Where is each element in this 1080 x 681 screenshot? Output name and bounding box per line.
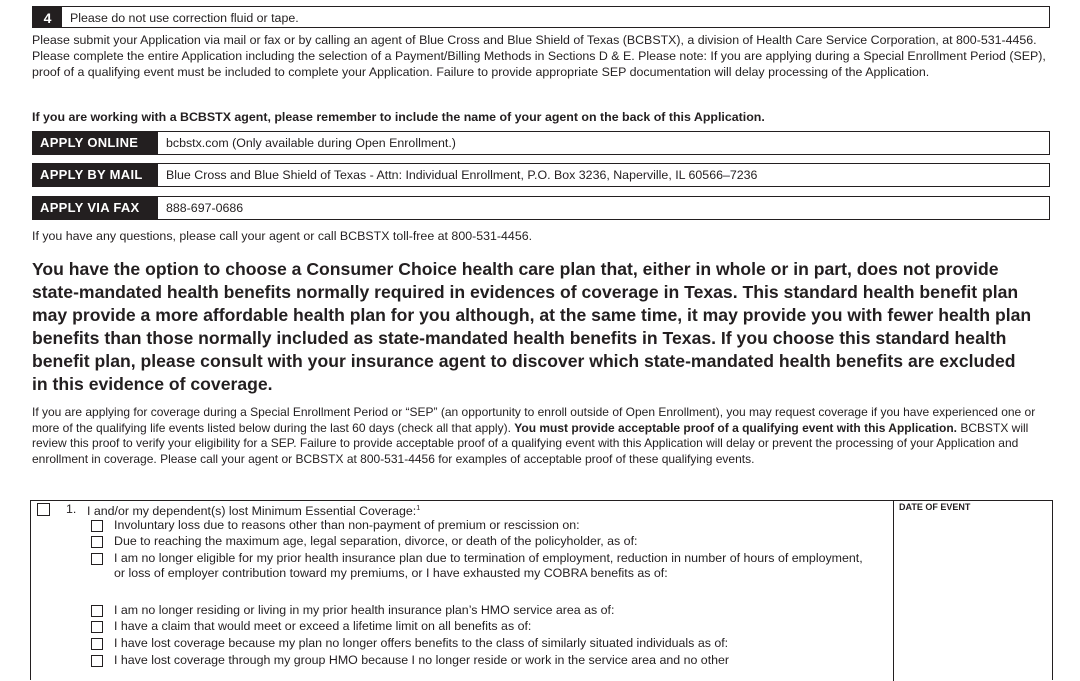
intro-paragraph: Please submit your Application via mail or fax or by calling an agent of Blue Cross and Blue Shield of Texas (BCBSTX), a division of Health Care Service Corporation, at 800-531-4456. Please complete the entire Application including the selection of a Payment/Billing Methods in Sections D & E. Please note: If you are applying during a Special Enrollment Period (SEP), proof of a qualifying event must be included to complete your Application. Failure to provide appropriate SEP documentation will delay processing of the Application. [32, 33, 1046, 79]
apply-online-row [32, 131, 1050, 155]
questions-note: If you have any questions, please call your agent or call BCBSTX toll-free at 800-531-4456. [32, 229, 533, 243]
sep-paragraph [32, 405, 1052, 467]
section-title: Please do not use correction fluid or tape. [70, 11, 299, 25]
table-divider [893, 501, 894, 681]
apply-online-value: bcbstx.com (Only available during Open Enrollment.) [166, 136, 456, 150]
apply-mail-row [32, 163, 1050, 187]
q1-label [87, 501, 420, 519]
event-item-1: Involuntary loss due to reasons other than non-payment of premium or rescission on: [114, 518, 580, 532]
item-checkbox-6[interactable] [91, 638, 103, 650]
date-of-event-header: DATE OF EVENT [899, 502, 971, 512]
item-checkbox-5[interactable] [91, 621, 103, 633]
apply-fax-value: 888-697-0686 [166, 201, 244, 215]
sep-text-bold: You must provide acceptable proof of a qualifying event with this Application. [514, 420, 957, 435]
section-header [32, 6, 1050, 28]
event-item-7: I have lost coverage through my group HMO because I no longer reside or work in the service area and no other [114, 653, 730, 667]
item-checkbox-1[interactable] [91, 520, 103, 532]
item-checkbox-7[interactable] [91, 655, 103, 667]
q1-footnote: 1 [416, 505, 421, 512]
apply-mail-label: APPLY BY MAIL [33, 164, 158, 186]
apply-mail-value: Blue Cross and Blue Shield of Texas - Attn: Individual Enrollment, P.O. Box 3236, Naperville, IL 60566–7236 [166, 168, 758, 182]
apply-online-label: APPLY ONLINE [33, 132, 158, 154]
sep-text-1: If you are applying for coverage during a Special Enrollment Period or “SEP” (an opportunity to enroll outside of Open Enrollment), you may request coverage if you have experienced one or more of the qualifying life events listed below during the last 60 days (check all that apply). [32, 405, 1036, 435]
section-number: 4 [33, 7, 62, 27]
item-checkbox-3[interactable] [91, 553, 103, 565]
item-checkbox-4[interactable] [91, 605, 103, 617]
apply-fax-row [32, 196, 1050, 220]
item-checkbox-2[interactable] [91, 536, 103, 548]
apply-fax-label: APPLY VIA FAX [33, 197, 158, 219]
event-item-5: I have a claim that would meet or exceed a lifetime limit on all benefits as of: [114, 619, 532, 633]
q1-label-text: I and/or my dependent(s) lost Minimum Essential Coverage: [87, 504, 417, 519]
event-item-3: I am no longer eligible for my prior health insurance plan due to termination of employment, reduction in number of hours of employment, or loss of employer contribution toward my premiums, or I have exhausted my COBRA benefits as of: [114, 551, 863, 581]
q1-number: 1. [66, 502, 77, 516]
q1-checkbox[interactable] [37, 503, 50, 516]
event-item-4: I am no longer residing or living in my prior health insurance plan’s HMO service area as of: [114, 603, 615, 617]
consumer-choice-notice: You have the option to choose a Consumer Choice health care plan that, either in whole or in part, does not provide state-mandated health benefits normally required in evidences of coverage in Texas. This standard health benefit plan may provide a more affordable health plan for you although, at the same time, it may provide you with fewer health plan benefits than those normally included as state-mandated health benefits in Texas. If you choose this standard health benefit plan, please consult with your insurance agent to discover which state-mandated health benefits are excluded in this evidence of coverage. [32, 259, 1032, 394]
event-item-6: I have lost coverage because my plan no longer offers benefits to the class of similarly situated individuals as of: [114, 636, 729, 650]
agent-note: If you are working with a BCBSTX agent, please remember to include the name of your agent on the back of this Application. [32, 110, 765, 124]
event-item-2: Due to reaching the maximum age, legal separation, divorce, or death of the policyholder, as of: [114, 534, 638, 548]
sep-text-2: BCBSTX will review this proof to verify your eligibility for a SEP. Failure to provide acceptable proof of a qualifying event with this Application will delay or prevent the processing of your Application and enrollment in coverage. Please call your agent or BCBSTX at 800-531-4456 for examples of acceptable proof of these qualifying events. [32, 420, 1029, 466]
